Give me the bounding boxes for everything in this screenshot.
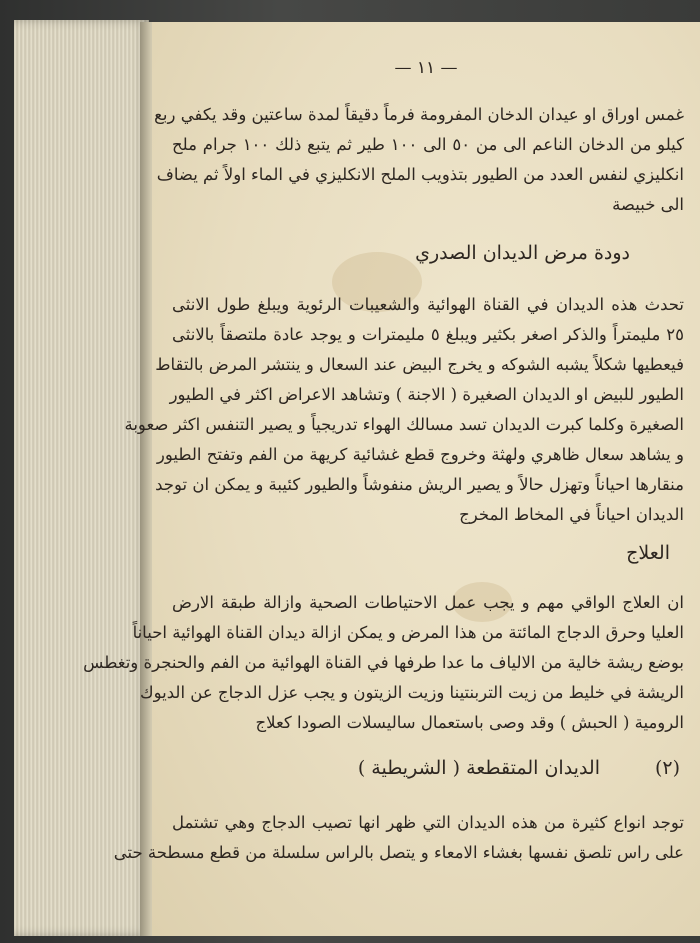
text-line: الطيور للبيض او الديدان الصغيرة ( الاجنة ) وتشاهد الاعراض اكثر في الطيور [169, 385, 684, 404]
text-line: الى خبيصة [612, 195, 684, 214]
section-paragraph [83, 588, 684, 738]
text-line: الريشة في خليط من زيت التربنتينا وزيت الزيتون و يجب عزل الدجاج عن الديوك [140, 683, 684, 702]
intro-paragraph [154, 100, 684, 220]
text-line: كيلو من الدخان الناعم الى من ٥٠ الى ١٠٠ طير ثم يتبع ذلك ١٠٠ جرام ملح [172, 135, 684, 154]
section-paragraph [113, 808, 684, 868]
text-line: و يشاهد سعال ظاهري ولهثة وخروج قطع غشائية كريهة من الفم وتفتح الطيور [156, 445, 684, 464]
text-line: غمس اوراق او عيدان الدخان المفرومة فرماً دقيقاً لمدة ساعتين وقد يكفي ربع [154, 105, 684, 124]
text-line: على راس تلصق نفسها بغشاء الامعاء و يتصل بالراس سلسلة من قطع مسطحة حتى [113, 843, 684, 862]
text-line: فيعطيها شكلاً يشبه الشوكه و يخرج البيض عند السعال و ينتشر المرض بالتقاط [155, 355, 684, 374]
page-number: — ١١ — [394, 58, 458, 78]
text-line: العليا وحرق الدجاج المائتة من هذا المرض و يمكن ازالة ديدان القناة الهوائية احياناً [132, 623, 684, 642]
text-line: بوضع ريشة خالية من الالياف ما عدا طرفها في القناة الهوائية من الفم والحنجرة وتغطس [83, 653, 684, 672]
section-number: (٢) [654, 757, 680, 779]
text-line: انكليزي لنفس العدد من الطيور بتذويب الملح الانكليزي في الماء اولاً ثم يضاف [156, 165, 684, 184]
section-paragraph [124, 290, 684, 530]
text-line: الديدان احياناً في المخاط المخرج [459, 505, 684, 524]
text-line: تحدث هذه الديدان في القناة الهوائية والشعيبات الرئوية ويبلغ طول الانثى [172, 295, 684, 314]
text-line: توجد انواع كثيرة من هذه الديدان التي ظهر انها تصيب الدجاج وهي تشتمل [172, 813, 684, 832]
text-line: ان العلاج الواقي مهم و يجب عمل الاحتياطات الصحية وازالة طبقة الارض [172, 593, 684, 612]
text-line: ٢٥ مليمتراً والذكر اصغر بكثير ويبلغ ٥ مليمترات و يوجد عادة ملتصقاً بالانثى [172, 325, 684, 344]
section-heading: العلاج [626, 542, 670, 564]
section-heading: الديدان المتقطعة ( الشريطية ) [357, 757, 600, 779]
text-line: الصغيرة وكلما كبرت الديدان تسد مسالك الهواء تدريجياً و يصير التنفس اكثر صعوبة [124, 415, 684, 434]
book-page [83, 22, 700, 936]
section-heading: دودة مرض الديدان الصدري [415, 242, 630, 264]
page-edges [14, 20, 149, 936]
text-line: منقارها احياناً وتهزل حالاً و يصير الريش منفوشاً والطيور كئيبة و يمكن ان توجد [155, 475, 684, 494]
text-line: الرومية ( الحبش ) وقد وصى باستعمال ساليسلات الصودا كعلاج [255, 713, 684, 732]
